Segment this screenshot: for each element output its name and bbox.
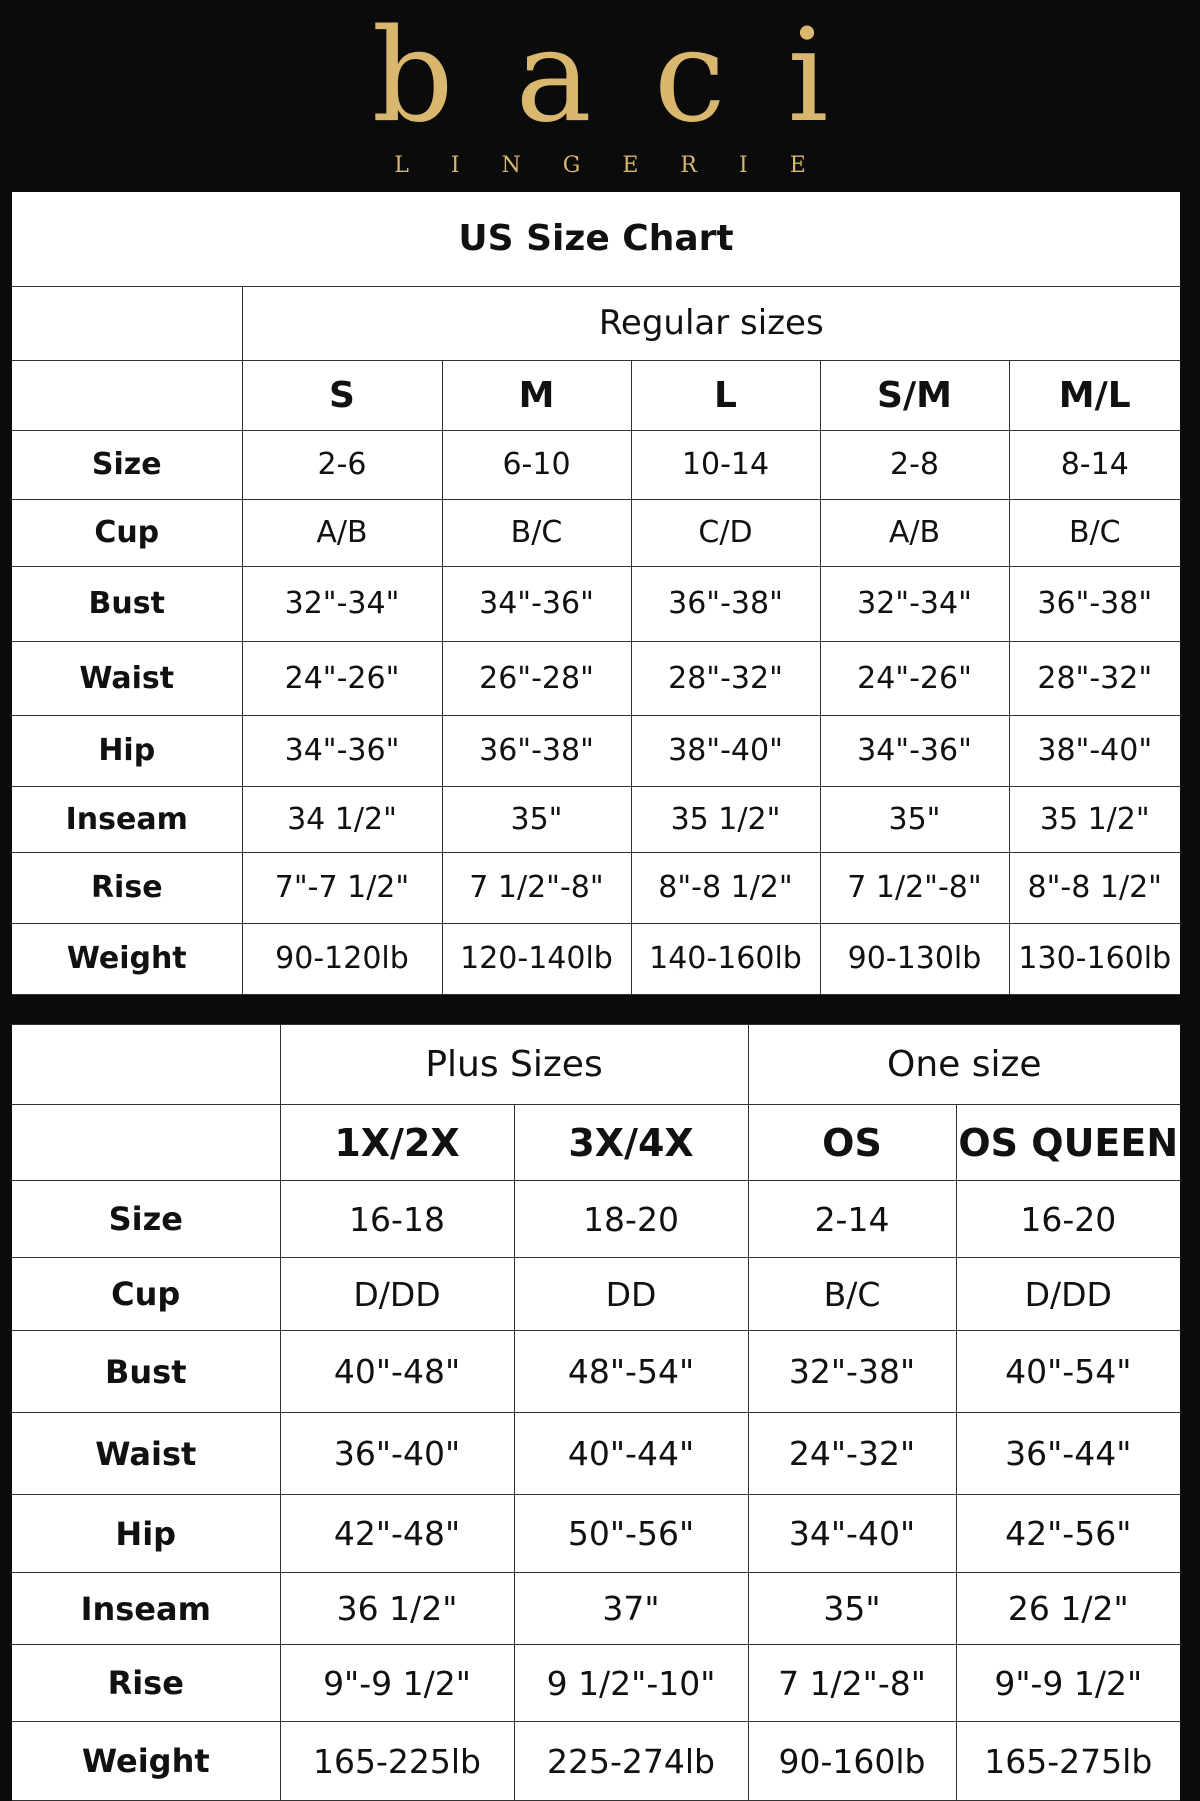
column-header: S/M bbox=[820, 360, 1009, 430]
value-cell: 7 1/2"-8" bbox=[820, 852, 1009, 923]
value-cell: 38"-40" bbox=[1009, 715, 1180, 786]
value-cell: 8"-8 1/2" bbox=[1009, 852, 1180, 923]
table-row bbox=[12, 715, 1180, 786]
row-label: Inseam bbox=[12, 1573, 280, 1645]
value-cell: 48"-54" bbox=[514, 1331, 748, 1413]
corner-cell bbox=[12, 1105, 280, 1181]
table-row bbox=[12, 1573, 1180, 1645]
value-cell: 10-14 bbox=[631, 430, 820, 499]
value-cell: DD bbox=[514, 1258, 748, 1331]
value-cell: 40"-54" bbox=[956, 1331, 1180, 1413]
row-label: Cup bbox=[12, 1258, 280, 1331]
value-cell: A/B bbox=[242, 499, 442, 566]
value-cell: 35 1/2" bbox=[631, 786, 820, 852]
value-cell: 32"-34" bbox=[820, 566, 1009, 641]
value-cell: 18-20 bbox=[514, 1181, 748, 1258]
row-label: Inseam bbox=[12, 786, 242, 852]
row-label: Hip bbox=[12, 1495, 280, 1573]
value-cell: 50"-56" bbox=[514, 1495, 748, 1573]
one-size-group-label: One size bbox=[748, 1025, 1180, 1105]
value-cell: 35" bbox=[442, 786, 631, 852]
value-cell: 2-6 bbox=[242, 430, 442, 499]
table-row bbox=[12, 1181, 1180, 1258]
value-cell: 36"-40" bbox=[280, 1413, 514, 1495]
value-cell: 7"-7 1/2" bbox=[242, 852, 442, 923]
row-label: Weight bbox=[12, 1722, 280, 1801]
row-label: Size bbox=[12, 1181, 280, 1258]
value-cell: 36"-44" bbox=[956, 1413, 1180, 1495]
value-cell: 40"-44" bbox=[514, 1413, 748, 1495]
table-row bbox=[12, 641, 1180, 715]
table-row bbox=[12, 852, 1180, 923]
row-label: Waist bbox=[12, 641, 242, 715]
corner-cell bbox=[12, 286, 242, 360]
value-cell: 7 1/2"-8" bbox=[748, 1645, 956, 1722]
table-row bbox=[12, 1331, 1180, 1413]
row-label: Waist bbox=[12, 1413, 280, 1495]
value-cell: 2-8 bbox=[820, 430, 1009, 499]
row-label: Bust bbox=[12, 566, 242, 641]
value-cell: 24"-26" bbox=[242, 641, 442, 715]
value-cell: 36"-38" bbox=[442, 715, 631, 786]
brand-logo bbox=[0, 0, 1200, 192]
row-label: Rise bbox=[12, 852, 242, 923]
value-cell: 130-160lb bbox=[1009, 923, 1180, 994]
regular-size-panel bbox=[12, 192, 1180, 994]
value-cell: 16-20 bbox=[956, 1181, 1180, 1258]
value-cell: 165-275lb bbox=[956, 1722, 1180, 1801]
column-header: L bbox=[631, 360, 820, 430]
brand-name: baci bbox=[371, 2, 891, 151]
table-row bbox=[12, 430, 1180, 499]
value-cell: 24"-26" bbox=[820, 641, 1009, 715]
table-row bbox=[12, 566, 1180, 641]
table-row bbox=[12, 1258, 1180, 1331]
value-cell: 40"-48" bbox=[280, 1331, 514, 1413]
header bbox=[0, 0, 1200, 192]
regular-group-label: Regular sizes bbox=[242, 286, 1180, 360]
table-row bbox=[12, 1645, 1180, 1722]
value-cell: 120-140lb bbox=[442, 923, 631, 994]
value-cell: 34"-36" bbox=[442, 566, 631, 641]
brand-sub: LINGERIE bbox=[394, 153, 848, 178]
table-row bbox=[12, 923, 1180, 994]
value-cell: 34"-36" bbox=[820, 715, 1009, 786]
value-cell: 38"-40" bbox=[631, 715, 820, 786]
row-label: Bust bbox=[12, 1331, 280, 1413]
value-cell: 90-120lb bbox=[242, 923, 442, 994]
column-header: 1X/2X bbox=[280, 1105, 514, 1181]
value-cell: 26"-28" bbox=[442, 641, 631, 715]
value-cell: 36"-38" bbox=[631, 566, 820, 641]
corner-cell bbox=[12, 1025, 280, 1105]
value-cell: 225-274lb bbox=[514, 1722, 748, 1801]
value-cell: 34 1/2" bbox=[242, 786, 442, 852]
value-cell: 90-130lb bbox=[820, 923, 1009, 994]
value-cell: 7 1/2"-8" bbox=[442, 852, 631, 923]
value-cell: 28"-32" bbox=[1009, 641, 1180, 715]
row-label: Hip bbox=[12, 715, 242, 786]
regular-size-table bbox=[12, 192, 1180, 995]
value-cell: 165-225lb bbox=[280, 1722, 514, 1801]
value-cell: D/DD bbox=[280, 1258, 514, 1331]
value-cell: 42"-48" bbox=[280, 1495, 514, 1573]
table-row bbox=[12, 786, 1180, 852]
value-cell: 140-160lb bbox=[631, 923, 820, 994]
value-cell: 28"-32" bbox=[631, 641, 820, 715]
chart-title: US Size Chart bbox=[12, 192, 1180, 286]
value-cell: 6-10 bbox=[442, 430, 631, 499]
value-cell: 26 1/2" bbox=[956, 1573, 1180, 1645]
value-cell: D/DD bbox=[956, 1258, 1180, 1331]
plus-size-panel bbox=[12, 1024, 1180, 1800]
column-header: OS bbox=[748, 1105, 956, 1181]
plus-size-table bbox=[12, 1024, 1180, 1801]
value-cell: 34"-40" bbox=[748, 1495, 956, 1573]
table-row bbox=[12, 499, 1180, 566]
table-row bbox=[12, 1722, 1180, 1801]
value-cell: 32"-34" bbox=[242, 566, 442, 641]
value-cell: 35 1/2" bbox=[1009, 786, 1180, 852]
value-cell: 34"-36" bbox=[242, 715, 442, 786]
value-cell: 2-14 bbox=[748, 1181, 956, 1258]
column-header: OS QUEEN bbox=[956, 1105, 1180, 1181]
value-cell: 24"-32" bbox=[748, 1413, 956, 1495]
value-cell: 37" bbox=[514, 1573, 748, 1645]
value-cell: 16-18 bbox=[280, 1181, 514, 1258]
column-header: M/L bbox=[1009, 360, 1180, 430]
value-cell: 36"-38" bbox=[1009, 566, 1180, 641]
row-label: Size bbox=[12, 430, 242, 499]
column-header: S bbox=[242, 360, 442, 430]
row-label: Rise bbox=[12, 1645, 280, 1722]
value-cell: 9 1/2"-10" bbox=[514, 1645, 748, 1722]
value-cell: B/C bbox=[1009, 499, 1180, 566]
value-cell: 35" bbox=[748, 1573, 956, 1645]
value-cell: 9"-9 1/2" bbox=[956, 1645, 1180, 1722]
value-cell: 8"-8 1/2" bbox=[631, 852, 820, 923]
column-header: M bbox=[442, 360, 631, 430]
value-cell: 32"-38" bbox=[748, 1331, 956, 1413]
value-cell: 42"-56" bbox=[956, 1495, 1180, 1573]
value-cell: A/B bbox=[820, 499, 1009, 566]
row-label: Weight bbox=[12, 923, 242, 994]
row-label: Cup bbox=[12, 499, 242, 566]
value-cell: 36 1/2" bbox=[280, 1573, 514, 1645]
value-cell: B/C bbox=[442, 499, 631, 566]
table-row bbox=[12, 1495, 1180, 1573]
table-row bbox=[12, 1413, 1180, 1495]
value-cell: 90-160lb bbox=[748, 1722, 956, 1801]
value-cell: 35" bbox=[820, 786, 1009, 852]
plus-group-label: Plus Sizes bbox=[280, 1025, 748, 1105]
value-cell: C/D bbox=[631, 499, 820, 566]
value-cell: B/C bbox=[748, 1258, 956, 1331]
corner-cell bbox=[12, 360, 242, 430]
value-cell: 9"-9 1/2" bbox=[280, 1645, 514, 1722]
value-cell: 8-14 bbox=[1009, 430, 1180, 499]
column-header: 3X/4X bbox=[514, 1105, 748, 1181]
